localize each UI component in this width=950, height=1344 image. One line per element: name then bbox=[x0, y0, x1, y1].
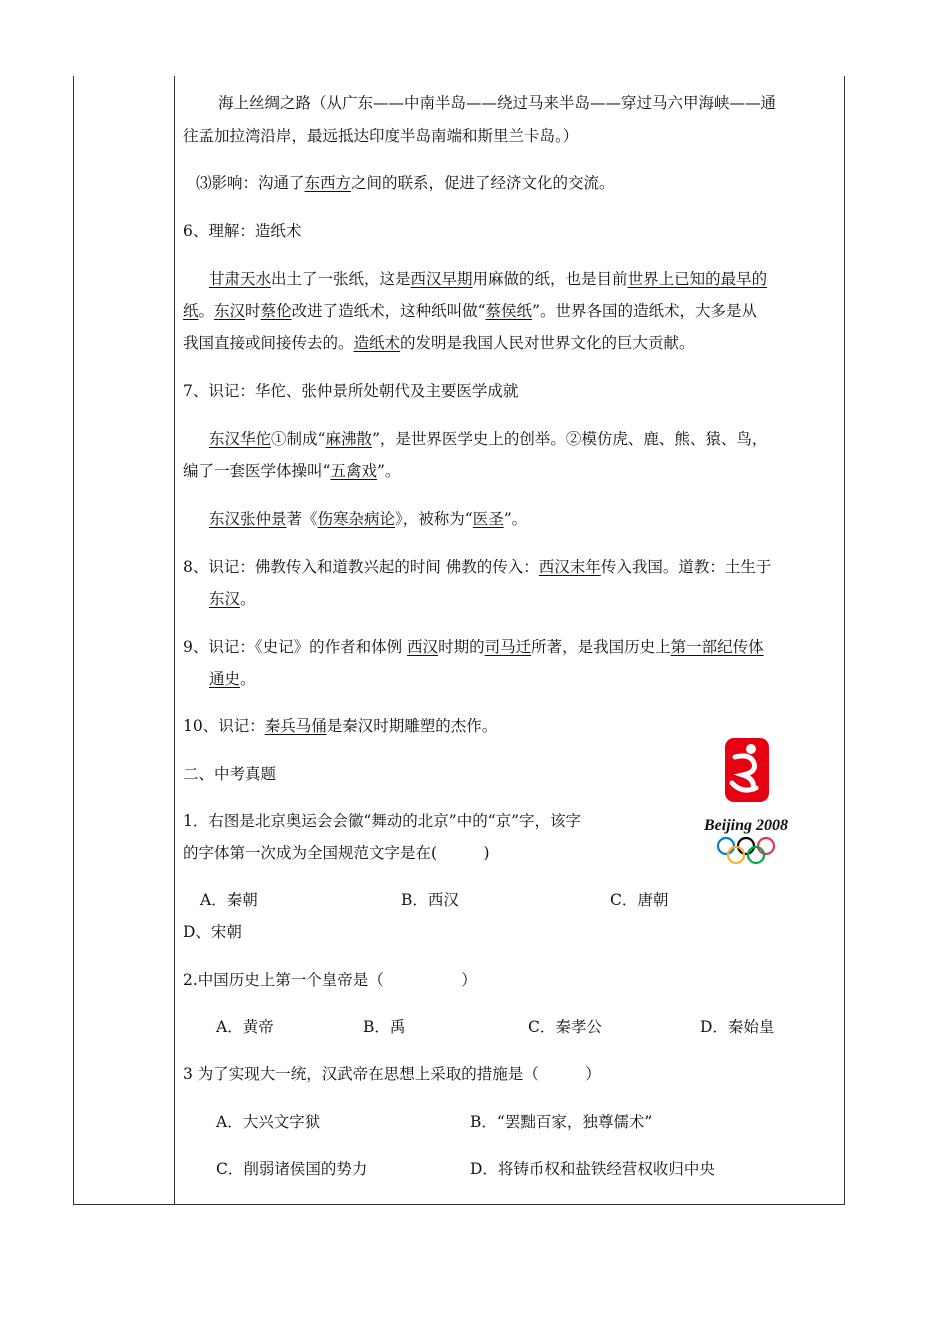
section-8-line-1: 8、识记：佛教传入和道教兴起的时间 佛教的传入：西汉末年传入我国。道教：土生于 bbox=[183, 558, 772, 576]
beijing-2008-olympic-logo bbox=[694, 736, 798, 868]
question-1-line-1: 1．右图是北京奥运会会徽“舞动的北京”中的“京”字，该字 bbox=[183, 812, 582, 830]
question-3: 3 为了实现大一统，汉武帝在思想上采取的措施是（ ） bbox=[183, 1065, 601, 1083]
question-3-option-a: A．大兴文字狱 bbox=[216, 1113, 321, 1131]
zhangzhongjing-line: 东汉张仲景著《伤寒杂病论》，被称为“医圣”。 bbox=[209, 510, 528, 528]
huatuo-line-1: 东汉华佗①制成“麻沸散”，是世界医学史上的创举。②模仿虎、鹿、熊、猿、鸟， bbox=[209, 430, 768, 448]
route-line-1: 海上丝绸之路（从广东——中南半岛——绕过马来半岛——穿过马六甲海峡——通 bbox=[218, 94, 777, 112]
question-2-option-b: B．禹 bbox=[363, 1018, 406, 1036]
question-2-option-c: C．秦孝公 bbox=[528, 1018, 602, 1036]
section-9-line-1: 9、识记：《史记》的作者和体例 西汉时期的司马迁所著，是我国历史上第一部纪传体 bbox=[183, 638, 764, 656]
section-8-line-2: 东汉。 bbox=[209, 590, 256, 608]
huatuo-line-2: 编了一套医学体操叫“五禽戏”。 bbox=[183, 462, 401, 480]
question-1-option-d: D、宋朝 bbox=[183, 923, 242, 941]
column-divider bbox=[174, 76, 175, 1205]
influence-line: ⑶影响：沟通了东西方之间的联系，促进了经济文化的交流。 bbox=[196, 174, 615, 192]
section-9-line-2: 通史。 bbox=[209, 670, 256, 688]
olympic-rings-icon bbox=[718, 838, 774, 863]
question-3-option-c: C．削弱诸侯国的势力 bbox=[216, 1160, 368, 1178]
section-10-line: 10、识记：秦兵马俑是秦汉时期雕塑的杰作。 bbox=[183, 717, 498, 735]
question-2-option-a: A．黄帝 bbox=[216, 1018, 274, 1036]
paper-para-line-1: 甘肃天水出土了一张纸，这是西汉早期用麻做的纸，也是目前世界上已知的最早的 bbox=[209, 270, 768, 288]
beijing-2008-text: Beijing 2008 bbox=[703, 817, 789, 834]
question-1-option-b: B．西汉 bbox=[401, 891, 459, 909]
question-1-option-c: C．唐朝 bbox=[610, 891, 669, 909]
question-2-option-d: D．秦始皇 bbox=[700, 1018, 775, 1036]
section-7-heading: 7、识记：华佗、张仲景所处朝代及主要医学成就 bbox=[183, 382, 519, 400]
section-6-heading: 6、理解：造纸术 bbox=[183, 222, 302, 240]
paper-para-line-2: 纸。东汉时蔡伦改进了造纸术，这种纸叫做“蔡侯纸”。世界各国的造纸术，大多是从 bbox=[183, 302, 757, 320]
question-3-option-d: D．将铸币权和盐铁经营权收归中央 bbox=[470, 1160, 715, 1178]
question-3-option-b: B．“罢黜百家，独尊儒术” bbox=[470, 1113, 653, 1131]
question-2: 2.中国历史上第一个皇帝是（ ） bbox=[183, 971, 477, 989]
paper-para-line-3: 我国直接或间接传去的。造纸术的发明是我国人民对世界文化的巨大贡献。 bbox=[183, 334, 695, 352]
question-1-line-2: 的字体第一次成为全国规范文字是在( ) bbox=[183, 844, 490, 862]
route-line-2: 往孟加拉湾沿岸，最远抵达印度半岛南端和斯里兰卡岛。） bbox=[183, 127, 579, 145]
question-1-option-a: A．秦朝 bbox=[200, 891, 258, 909]
exam-heading: 二、中考真题 bbox=[183, 765, 277, 783]
dancing-beijing-emblem-icon bbox=[725, 738, 769, 802]
